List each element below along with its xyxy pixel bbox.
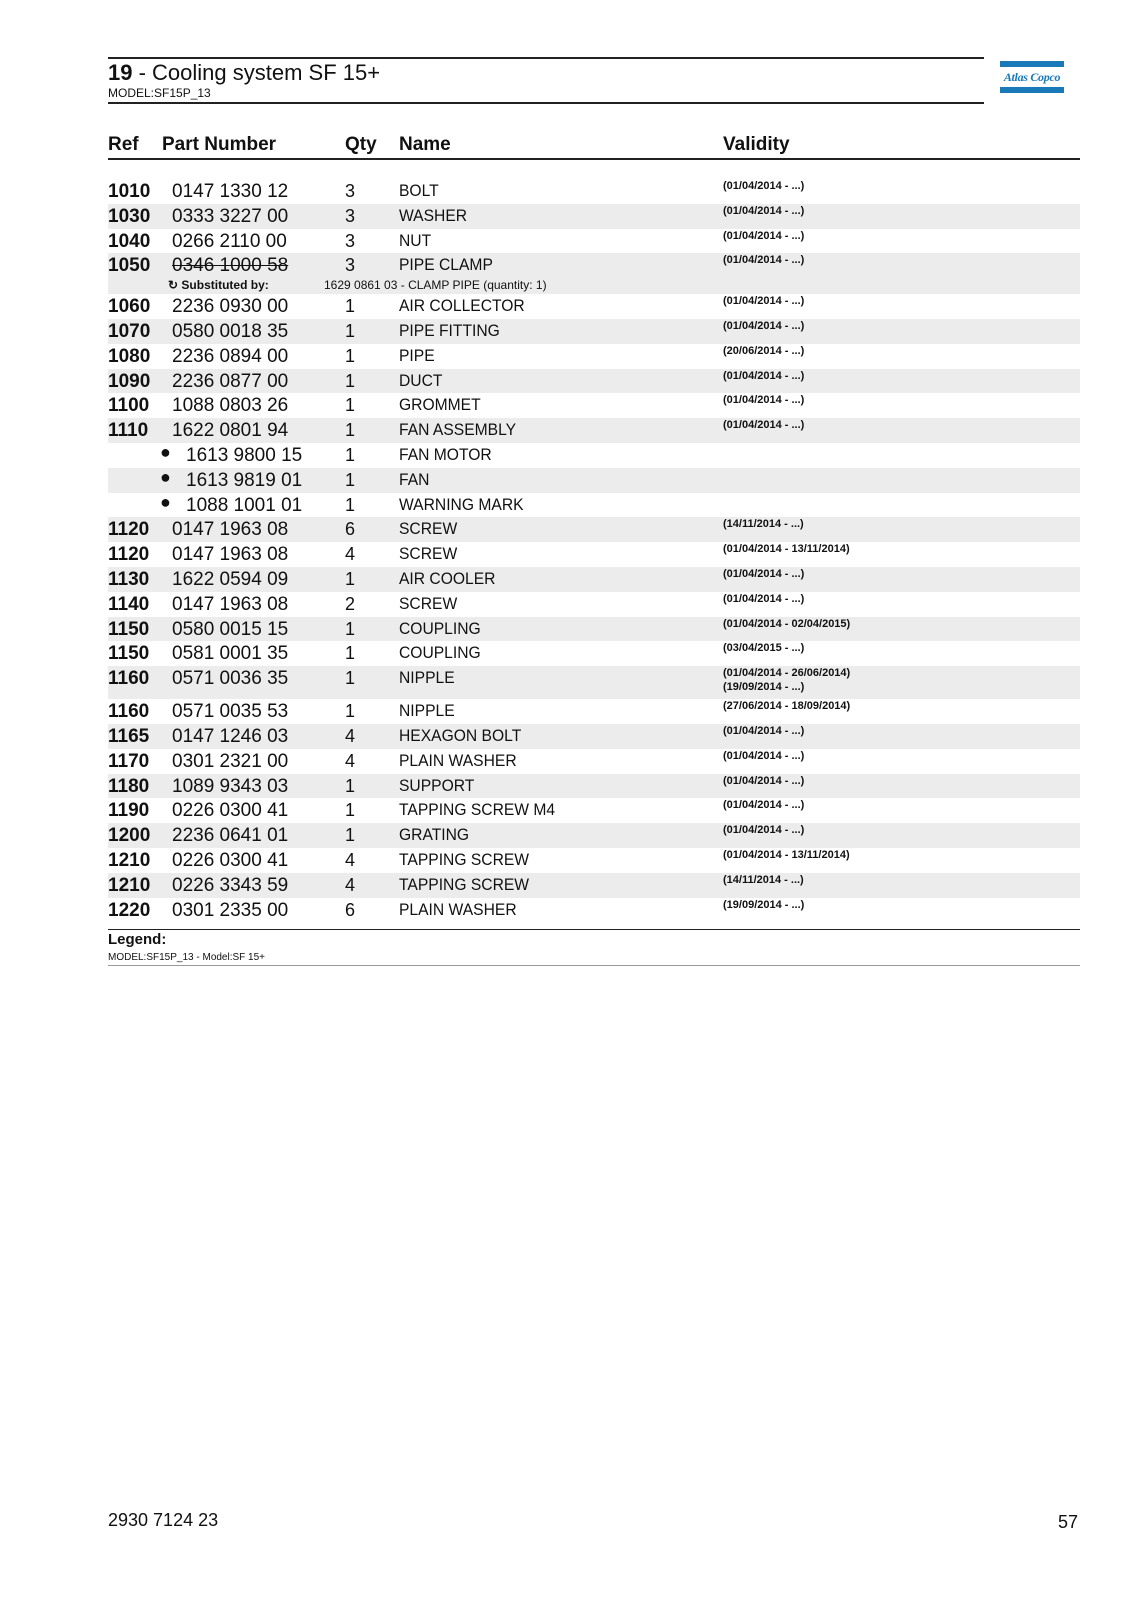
parts-table <box>108 179 1080 922</box>
ref-cell: 1160 <box>108 701 150 723</box>
name-cell: PIPE CLAMP <box>399 255 493 275</box>
table-row <box>108 848 1080 873</box>
qty-cell: 1 <box>345 296 356 317</box>
part-number-cell: 0580 0018 35 <box>172 320 289 342</box>
table-row-subpart <box>108 493 1080 518</box>
table-row <box>108 369 1080 394</box>
qty-cell: 1 <box>345 618 356 639</box>
table-row <box>108 229 1080 254</box>
page-number: 57 <box>1058 1512 1079 1532</box>
name-cell: WASHER <box>399 205 468 225</box>
substitution-label: ↻ Substituted by: <box>168 278 269 293</box>
header-rule-bottom <box>108 102 984 104</box>
name-cell: SCREW <box>399 593 458 613</box>
column-header-validity: Validity <box>723 134 790 155</box>
table-row <box>108 567 1080 592</box>
table-row <box>108 253 1080 278</box>
part-number-cell: 0301 2335 00 <box>172 899 289 921</box>
qty-cell: 3 <box>345 181 356 201</box>
table-row <box>108 873 1080 898</box>
name-cell: HEXAGON BOLT <box>399 725 522 745</box>
table-row <box>108 204 1080 229</box>
validity-cell: (01/04/2014 - ...) <box>723 824 805 837</box>
part-number-cell: 1089 9343 03 <box>172 775 289 797</box>
bullet-icon: ● <box>160 491 171 512</box>
ref-cell: 1180 <box>108 775 150 797</box>
logo-text: Atlas Copco <box>1003 70 1061 84</box>
bullet-icon: ● <box>160 441 171 462</box>
name-cell: TAPPING SCREW M4 <box>399 800 556 820</box>
section-title: - Cooling system SF 15+ <box>132 60 381 85</box>
table-row <box>108 617 1080 642</box>
name-cell: PLAIN WASHER <box>399 750 517 770</box>
validity-cell: (01/04/2014 - ...) <box>723 419 805 432</box>
validity-cell: (20/06/2014 - ...) <box>723 344 805 357</box>
substitution-row <box>108 278 1080 294</box>
qty-cell: 1 <box>345 395 356 416</box>
document-number: 2930 7124 23 <box>108 1510 219 1530</box>
qty-cell: 3 <box>345 230 356 251</box>
qty-cell: 1 <box>345 420 356 441</box>
ref-cell: 1130 <box>108 568 150 590</box>
part-number-cell: 0147 1963 08 <box>172 519 289 541</box>
ref-cell: 1210 <box>108 849 151 871</box>
table-row <box>108 823 1080 848</box>
ref-cell: 1040 <box>108 230 151 252</box>
refresh-icon: ↻ <box>168 278 179 293</box>
ref-cell: 1210 <box>108 874 151 896</box>
qty-cell: 6 <box>345 519 356 540</box>
legend-value: MODEL:SF15P_13 - Model:SF 15+ <box>108 952 1080 966</box>
validity-cell: (01/04/2014 - ...) <box>723 180 805 192</box>
qty-cell: 1 <box>345 775 356 796</box>
ref-cell: 1080 <box>108 345 151 367</box>
header-rule-top <box>108 57 984 59</box>
validity-cell: (01/04/2014 - ...) <box>723 295 805 308</box>
ref-cell: 1165 <box>108 725 150 747</box>
ref-cell: 1070 <box>108 320 151 342</box>
name-cell: PIPE FITTING <box>399 320 500 340</box>
table-row <box>108 699 1080 724</box>
legend-title: Legend: <box>108 931 167 948</box>
ref-cell: 1120 <box>108 519 150 541</box>
validity-cell: (01/04/2014 - 13/11/2014) <box>723 848 850 861</box>
validity-cell: (14/11/2014 - ...) <box>723 873 804 886</box>
table-row <box>108 517 1080 542</box>
validity-cell: (01/04/2014 - ...) <box>723 749 805 762</box>
part-number-cell <box>172 255 288 277</box>
name-cell: NUT <box>399 230 432 250</box>
qty-cell: 1 <box>345 469 356 490</box>
part-number-cell: 0571 0036 35 <box>172 668 289 690</box>
table-row <box>108 666 1080 699</box>
table-header <box>108 130 1080 160</box>
ref-cell: 1170 <box>108 750 150 772</box>
part-number-cell: 2236 0930 00 <box>172 296 289 318</box>
ref-cell: 1050 <box>108 255 151 277</box>
validity-cell: (14/11/2014 - ...) <box>723 518 804 531</box>
part-number-cell: 0301 2321 00 <box>172 750 289 772</box>
part-number-cell: 0571 0035 53 <box>172 701 289 723</box>
ref-cell: 1100 <box>108 395 150 417</box>
table-row <box>108 798 1080 823</box>
name-cell: FAN MOTOR <box>399 444 492 464</box>
name-cell: NIPPLE <box>399 668 455 688</box>
name-cell: FAN <box>399 469 430 489</box>
qty-cell: 4 <box>345 849 356 870</box>
validity-cell: (01/04/2014 - ...) <box>723 319 805 332</box>
part-number-cell: 0147 1330 12 <box>172 181 289 202</box>
ref-cell: 1160 <box>108 668 150 690</box>
ref-cell: 1220 <box>108 899 151 921</box>
table-row <box>108 592 1080 617</box>
qty-cell: 1 <box>345 800 356 821</box>
table-row <box>108 393 1080 418</box>
qty-cell: 4 <box>345 544 356 565</box>
part-number-cell: 2236 0877 00 <box>172 370 289 392</box>
part-number-cell: 0226 0300 41 <box>172 800 289 822</box>
validity-cell: (01/04/2014 - ...) <box>723 592 805 605</box>
column-header-part-number: Part Number <box>162 134 277 155</box>
validity-cell: (01/04/2014 - ...) <box>723 799 805 812</box>
part-number-cell: 0333 3227 00 <box>172 205 289 227</box>
part-number-cell: 1613 9800 15 <box>186 444 303 466</box>
validity-cell: (01/04/2014 - ...) <box>723 229 805 242</box>
table-row <box>108 344 1080 369</box>
name-cell: FAN ASSEMBLY <box>399 420 517 440</box>
part-number-cell: 0147 1963 08 <box>172 593 289 615</box>
qty-cell: 1 <box>345 643 356 664</box>
qty-cell: 3 <box>345 255 356 276</box>
validity-cell: (03/04/2015 - ...) <box>723 642 805 655</box>
table-row <box>108 319 1080 344</box>
ref-cell: 1110 <box>108 420 149 442</box>
qty-cell: 1 <box>345 444 356 465</box>
table-row <box>108 898 1080 923</box>
table-row-subpart <box>108 443 1080 468</box>
qty-cell: 1 <box>345 494 356 515</box>
qty-cell: 4 <box>345 874 356 895</box>
name-cell: AIR COOLER <box>399 568 496 588</box>
qty-cell: 1 <box>345 370 356 391</box>
qty-cell: 4 <box>345 750 356 771</box>
ref-cell: 1190 <box>108 800 150 822</box>
name-cell: GROMMET <box>399 395 481 415</box>
validity-cell: (19/09/2014 - ...) <box>723 898 805 911</box>
name-cell: TAPPING SCREW <box>399 874 530 894</box>
atlas-copco-logo <box>1000 61 1064 95</box>
validity-cell: (01/04/2014 - 13/11/2014) <box>723 543 850 556</box>
part-number-cell: 2236 0641 01 <box>172 825 289 847</box>
part-number-cell: 1622 0594 09 <box>172 568 289 590</box>
ref-cell: 1140 <box>108 593 150 615</box>
name-cell: COUPLING <box>399 618 481 638</box>
validity-cell: (01/04/2014 - ...) <box>723 394 805 407</box>
name-cell: WARNING MARK <box>399 494 524 514</box>
name-cell: BOLT <box>399 181 439 200</box>
ref-cell: 1060 <box>108 296 151 318</box>
name-cell: SCREW <box>399 519 458 539</box>
validity-cell: (01/04/2014 - ...) <box>723 254 805 267</box>
part-number-cell: 1088 1001 01 <box>186 494 303 516</box>
page-title <box>108 61 984 85</box>
model-label: MODEL:SF15P_13 <box>108 86 211 100</box>
validity-cell: (01/04/2014 - 26/06/2014) (19/09/2014 - ...) <box>723 667 851 694</box>
ref-cell: 1120 <box>108 544 150 566</box>
qty-cell: 2 <box>345 593 356 614</box>
superseded-part-number: 0346 1000 58 <box>172 255 289 277</box>
table-row-subpart <box>108 468 1080 493</box>
part-number-cell: 0580 0015 15 <box>172 618 289 640</box>
validity-cell: (27/06/2014 - 18/09/2014) <box>723 700 851 713</box>
table-row <box>108 179 1080 204</box>
name-cell: NIPPLE <box>399 701 455 721</box>
name-cell: TAPPING SCREW <box>399 849 530 869</box>
name-cell: SCREW <box>399 544 458 564</box>
ref-cell: 1010 <box>108 181 151 202</box>
substitution-value: 1629 0861 03 - CLAMP PIPE (quantity: 1) <box>324 278 547 293</box>
column-header-qty: Qty <box>345 134 377 155</box>
name-cell: PIPE <box>399 345 435 365</box>
validity-cell: (01/04/2014 - ...) <box>723 774 805 787</box>
part-number-cell: 0226 3343 59 <box>172 874 289 896</box>
table-row <box>108 749 1080 774</box>
name-cell: COUPLING <box>399 643 481 663</box>
ref-cell: 1090 <box>108 370 151 392</box>
qty-cell: 1 <box>345 320 356 341</box>
bullet-icon: ● <box>160 466 171 487</box>
column-header-ref: Ref <box>108 134 139 155</box>
table-row <box>108 294 1080 319</box>
part-number-cell: 0147 1963 08 <box>172 544 289 566</box>
validity-cell: (01/04/2014 - 02/04/2015) <box>723 617 851 630</box>
name-cell: SUPPORT <box>399 775 475 795</box>
table-row <box>108 724 1080 749</box>
section-number: 19 <box>108 60 133 85</box>
qty-cell: 1 <box>345 825 356 846</box>
page-header <box>108 57 984 104</box>
part-number-cell: 0147 1246 03 <box>172 725 289 747</box>
part-number-cell: 2236 0894 00 <box>172 345 289 367</box>
part-number-cell: 1613 9819 01 <box>186 469 303 491</box>
qty-cell: 1 <box>345 345 356 366</box>
name-cell: PLAIN WASHER <box>399 899 517 919</box>
ref-cell: 1150 <box>108 643 150 665</box>
name-cell: GRATING <box>399 825 470 845</box>
validity-cell: (01/04/2014 - ...) <box>723 204 805 217</box>
ref-cell: 1030 <box>108 205 151 227</box>
part-number-cell: 0581 0001 35 <box>172 643 289 665</box>
table-row <box>108 774 1080 799</box>
part-number-cell: 0226 0300 41 <box>172 849 289 871</box>
table-row <box>108 418 1080 443</box>
column-header-name: Name <box>399 134 451 155</box>
name-cell: AIR COLLECTOR <box>399 296 525 316</box>
part-number-cell: 1088 0803 26 <box>172 395 289 417</box>
table-row <box>108 641 1080 666</box>
validity-cell: (01/04/2014 - ...) <box>723 724 805 737</box>
name-cell: DUCT <box>399 370 443 390</box>
part-number-cell: 1622 0801 94 <box>172 420 289 442</box>
legend <box>108 929 1080 966</box>
table-row <box>108 542 1080 567</box>
validity-cell: (01/04/2014 - ...) <box>723 369 805 382</box>
qty-cell: 3 <box>345 205 356 226</box>
qty-cell: 1 <box>345 568 356 589</box>
qty-cell: 6 <box>345 899 356 920</box>
qty-cell: 1 <box>345 668 356 689</box>
logo-bar-bottom <box>1000 87 1064 93</box>
part-number-cell: 0266 2110 00 <box>172 230 287 252</box>
validity-cell: (01/04/2014 - ...) <box>723 567 805 580</box>
qty-cell: 1 <box>345 701 356 722</box>
ref-cell: 1200 <box>108 825 151 847</box>
qty-cell: 4 <box>345 725 356 746</box>
ref-cell: 1150 <box>108 618 150 640</box>
